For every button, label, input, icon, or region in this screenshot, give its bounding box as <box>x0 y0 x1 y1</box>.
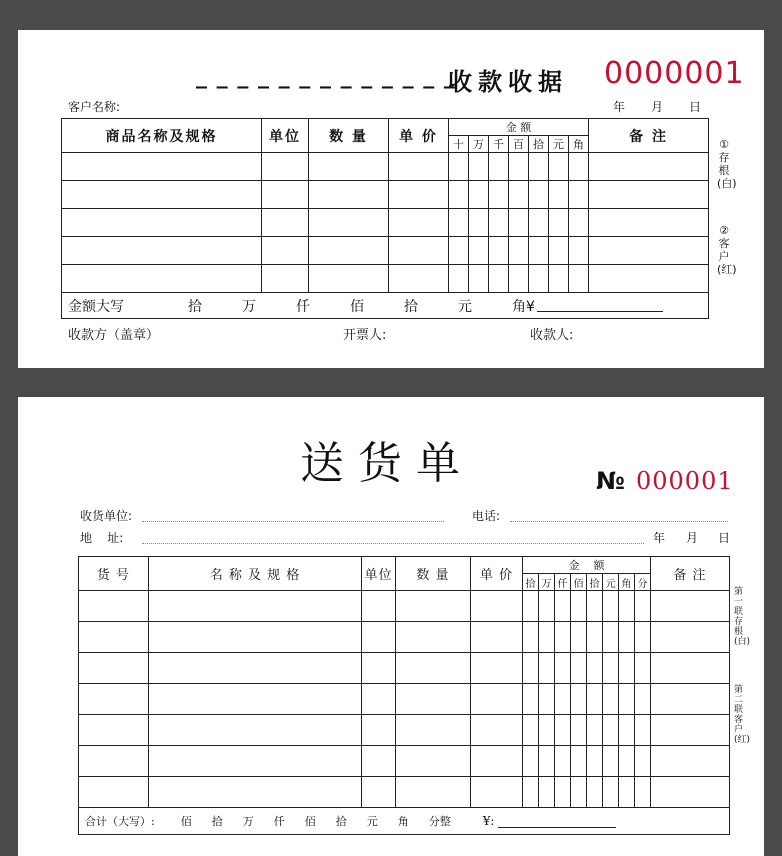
delivery-number-prefix: № <box>596 467 625 495</box>
table-cell <box>603 622 619 653</box>
table-cell <box>619 777 635 808</box>
table-cell <box>555 777 571 808</box>
table-cell <box>362 777 396 808</box>
table-cell <box>309 237 389 265</box>
table-cell <box>362 622 396 653</box>
table-row <box>79 622 730 653</box>
table-cell <box>509 265 529 293</box>
table-cell <box>635 715 651 746</box>
total-amount-words-row <box>79 813 729 829</box>
table-cell <box>62 153 262 181</box>
table-cell <box>529 209 549 237</box>
total-unit: 佰 <box>304 815 316 828</box>
total-amount-label: 金额大写 <box>68 298 124 315</box>
table-row <box>79 746 730 777</box>
table-cell <box>362 684 396 715</box>
col-header-item-no: 货 号 <box>79 557 149 591</box>
receipt-payer-label: 收款方（盖章） <box>68 328 160 343</box>
col-header-quantity: 数 量 <box>396 557 471 591</box>
table-cell <box>62 265 262 293</box>
receipt-copy-stub: ① 存 根 (白) <box>717 138 737 190</box>
col-header-product: 商品名称及规格 <box>62 119 262 153</box>
table-cell <box>79 777 149 808</box>
table-cell <box>589 153 709 181</box>
table-cell <box>529 237 549 265</box>
table-cell <box>449 209 469 237</box>
table-cell <box>509 181 529 209</box>
total-amount-words-row <box>62 296 708 316</box>
table-cell <box>396 653 471 684</box>
amount-digit-header: 元 <box>603 574 619 591</box>
table-cell <box>651 653 730 684</box>
table-cell <box>469 153 489 181</box>
col-header-amount: 金 额 <box>523 557 651 574</box>
table-cell <box>635 777 651 808</box>
table-cell <box>309 181 389 209</box>
table-cell <box>389 237 449 265</box>
total-currency: ¥: <box>482 814 495 828</box>
table-cell <box>635 622 651 653</box>
table-cell <box>587 591 603 622</box>
table-cell <box>569 265 589 293</box>
col-header-unit-price: 单 价 <box>389 119 449 153</box>
total-unit: 仟 <box>273 815 285 828</box>
table-cell <box>471 591 523 622</box>
table-row <box>62 153 709 181</box>
total-unit: 元 <box>366 815 378 828</box>
table-cell <box>603 653 619 684</box>
amount-digit-header: 千 <box>489 136 509 153</box>
receiver-unit-line <box>142 521 444 522</box>
table-cell <box>589 181 709 209</box>
table-cell <box>469 237 489 265</box>
delivery-date-day: 日 <box>718 531 731 545</box>
table-cell <box>262 265 309 293</box>
table-cell <box>589 265 709 293</box>
delivery-date-month: 月 <box>686 531 699 545</box>
table-cell <box>509 209 529 237</box>
table-cell <box>471 746 523 777</box>
total-unit: 万 <box>242 298 256 315</box>
table-cell <box>509 153 529 181</box>
table-cell <box>603 777 619 808</box>
table-cell <box>589 209 709 237</box>
amount-digit-header: 元 <box>549 136 569 153</box>
table-cell <box>79 591 149 622</box>
amount-digit-header: 百 <box>509 136 529 153</box>
table-cell <box>539 746 555 777</box>
table-cell <box>539 591 555 622</box>
table-row <box>62 181 709 209</box>
table-cell <box>619 591 635 622</box>
table-cell <box>549 181 569 209</box>
delivery-copy-stub: 第一联存根(白) <box>734 587 751 647</box>
table-cell <box>471 777 523 808</box>
table-cell <box>469 181 489 209</box>
total-unit: 角 <box>397 815 409 828</box>
total-row <box>79 808 730 835</box>
table-cell <box>619 715 635 746</box>
amount-digit-header: 拾 <box>587 574 603 591</box>
table-cell <box>471 715 523 746</box>
table-cell <box>396 591 471 622</box>
total-unit: 佰 <box>350 298 364 315</box>
table-cell <box>587 653 603 684</box>
table-cell <box>539 684 555 715</box>
table-cell <box>571 715 587 746</box>
table-cell <box>149 777 362 808</box>
table-cell <box>523 684 539 715</box>
amount-digit-header: 佰 <box>571 574 587 591</box>
total-row <box>62 293 709 319</box>
table-cell <box>635 591 651 622</box>
amount-digit-header: 拾 <box>529 136 549 153</box>
table-cell <box>529 181 549 209</box>
total-unit: 元 <box>458 298 472 315</box>
table-cell <box>262 153 309 181</box>
total-unit: 佰 <box>180 815 192 828</box>
table-cell <box>523 622 539 653</box>
table-cell <box>523 746 539 777</box>
table-cell <box>549 265 569 293</box>
total-unit: 拾 <box>404 298 418 315</box>
table-row <box>79 777 730 808</box>
table-cell <box>555 684 571 715</box>
table-cell <box>571 746 587 777</box>
table-cell <box>555 622 571 653</box>
table-cell <box>149 715 362 746</box>
table-cell <box>449 237 469 265</box>
total-amount-line <box>498 815 616 828</box>
receipt-title-blank: _ _ _ _ _ _ _ _ _ _ _ _ _ <box>196 64 456 89</box>
table-cell <box>589 237 709 265</box>
table-row <box>62 209 709 237</box>
table-cell <box>587 622 603 653</box>
table-cell <box>539 715 555 746</box>
table-cell <box>489 153 509 181</box>
table-cell <box>362 715 396 746</box>
table-cell <box>571 777 587 808</box>
total-amount-label: 合计（大写）: <box>85 815 155 828</box>
phone-label: 电话: <box>472 509 501 523</box>
table-cell <box>549 237 569 265</box>
table-cell <box>469 209 489 237</box>
table-cell <box>262 237 309 265</box>
table-row <box>79 684 730 715</box>
table-cell <box>603 715 619 746</box>
table-cell <box>651 746 730 777</box>
table-cell <box>389 209 449 237</box>
delivery-title: 送 货 单 <box>300 438 460 489</box>
table-cell <box>619 746 635 777</box>
amount-digit-header: 十 <box>449 136 469 153</box>
table-row <box>62 265 709 293</box>
table-cell <box>571 684 587 715</box>
total-amount-line <box>537 299 663 312</box>
table-cell <box>149 622 362 653</box>
table-cell <box>79 715 149 746</box>
table-cell <box>79 684 149 715</box>
table-cell <box>79 746 149 777</box>
table-cell <box>651 777 730 808</box>
table-cell <box>539 622 555 653</box>
table-cell <box>603 591 619 622</box>
table-cell <box>149 684 362 715</box>
table-cell <box>362 653 396 684</box>
table-cell <box>396 777 471 808</box>
table-cell <box>635 746 651 777</box>
amount-digit-header: 拾 <box>523 574 539 591</box>
col-header-remarks: 备 注 <box>651 557 730 591</box>
table-cell <box>62 209 262 237</box>
table-cell <box>569 153 589 181</box>
table-row <box>62 237 709 265</box>
table-cell <box>571 653 587 684</box>
amount-digit-header: 角 <box>619 574 635 591</box>
total-unit: 拾 <box>211 815 223 828</box>
total-unit: 拾 <box>188 298 202 315</box>
receipt-date-year: 年 <box>613 100 626 114</box>
table-cell <box>555 715 571 746</box>
phone-line <box>510 521 728 522</box>
table-row <box>79 715 730 746</box>
table-cell <box>569 237 589 265</box>
table-cell <box>651 684 730 715</box>
total-unit: 仟 <box>296 298 310 315</box>
table-cell <box>396 746 471 777</box>
table-cell <box>587 684 603 715</box>
table-cell <box>523 715 539 746</box>
customer-name-label: 客户名称: <box>68 100 121 114</box>
table-cell <box>569 181 589 209</box>
total-unit: 拾 <box>335 815 347 828</box>
delivery-form <box>18 397 764 856</box>
table-cell <box>619 653 635 684</box>
table-cell <box>389 265 449 293</box>
table-cell <box>471 653 523 684</box>
total-amount-words <box>62 293 709 319</box>
total-unit: 分整 <box>428 815 451 828</box>
table-cell <box>471 622 523 653</box>
receipt-date-month: 月 <box>651 100 664 114</box>
total-unit: 万 <box>242 815 254 828</box>
table-cell <box>587 715 603 746</box>
delivery-copy-customer: 第二联客户(红) <box>734 685 751 745</box>
table-cell <box>651 622 730 653</box>
table-cell <box>529 265 549 293</box>
table-cell <box>449 181 469 209</box>
table-cell <box>449 265 469 293</box>
table-cell <box>509 237 529 265</box>
table-cell <box>149 653 362 684</box>
receipt-issuer-label: 开票人: <box>343 328 387 343</box>
total-unit: 角¥ <box>512 298 535 315</box>
table-cell <box>489 265 509 293</box>
table-cell <box>619 684 635 715</box>
delivery-date-year: 年 <box>653 531 666 545</box>
table-cell <box>62 237 262 265</box>
table-cell <box>603 684 619 715</box>
receipt-table <box>61 118 709 319</box>
table-cell <box>396 715 471 746</box>
amount-digit-header: 分 <box>635 574 651 591</box>
table-cell <box>587 746 603 777</box>
table-cell <box>469 265 489 293</box>
table-cell <box>635 653 651 684</box>
table-cell <box>539 653 555 684</box>
col-header-unit: 单位 <box>262 119 309 153</box>
amount-digit-header: 仟 <box>555 574 571 591</box>
table-cell <box>262 209 309 237</box>
table-cell <box>555 653 571 684</box>
receipt-number: 0000001 <box>604 56 745 91</box>
address-label: 地 址: <box>80 531 124 545</box>
col-header-amount: 金 额 <box>449 119 589 136</box>
table-cell <box>539 777 555 808</box>
amount-digit-header: 角 <box>569 136 589 153</box>
table-cell <box>362 591 396 622</box>
table-cell <box>309 153 389 181</box>
table-cell <box>149 591 362 622</box>
receiver-unit-label: 收货单位: <box>80 509 133 523</box>
col-header-unit-price: 单 价 <box>471 557 523 591</box>
table-cell <box>651 591 730 622</box>
receipt-date-day: 日 <box>689 100 702 114</box>
table-cell <box>571 622 587 653</box>
table-cell <box>555 746 571 777</box>
table-cell <box>79 622 149 653</box>
table-cell <box>587 777 603 808</box>
delivery-table <box>78 556 730 835</box>
receipt-copy-customer: ② 客 户 (红) <box>717 224 737 276</box>
table-cell <box>62 181 262 209</box>
amount-digit-header: 万 <box>539 574 555 591</box>
table-cell <box>569 209 589 237</box>
table-cell <box>555 591 571 622</box>
receipt-title: 收款收据 <box>448 68 568 96</box>
table-cell <box>529 153 549 181</box>
table-cell <box>149 746 362 777</box>
col-header-name-spec: 名 称 及 规 格 <box>149 557 362 591</box>
table-cell <box>651 715 730 746</box>
table-cell <box>549 153 569 181</box>
receipt-receiver-label: 收款人: <box>530 328 574 343</box>
total-amount-words <box>79 808 730 835</box>
table-cell <box>523 777 539 808</box>
amount-digit-header: 万 <box>469 136 489 153</box>
table-cell <box>396 622 471 653</box>
table-row <box>79 591 730 622</box>
table-cell <box>571 591 587 622</box>
table-cell <box>489 209 509 237</box>
table-cell <box>362 746 396 777</box>
table-cell <box>523 591 539 622</box>
table-cell <box>489 237 509 265</box>
receipt-form <box>18 30 764 368</box>
table-cell <box>309 265 389 293</box>
table-cell <box>79 653 149 684</box>
col-header-quantity: 数 量 <box>309 119 389 153</box>
table-cell <box>389 181 449 209</box>
table-row <box>79 653 730 684</box>
table-cell <box>309 209 389 237</box>
table-cell <box>603 746 619 777</box>
table-cell <box>549 209 569 237</box>
table-cell <box>489 181 509 209</box>
table-cell <box>471 684 523 715</box>
delivery-number: 000001 <box>636 467 734 495</box>
table-cell <box>449 153 469 181</box>
table-cell <box>523 653 539 684</box>
table-cell <box>619 622 635 653</box>
col-header-unit: 单位 <box>362 557 396 591</box>
table-cell <box>389 153 449 181</box>
col-header-remarks: 备 注 <box>589 119 709 153</box>
table-cell <box>396 684 471 715</box>
table-cell <box>262 181 309 209</box>
table-cell <box>635 684 651 715</box>
address-line <box>142 543 644 544</box>
